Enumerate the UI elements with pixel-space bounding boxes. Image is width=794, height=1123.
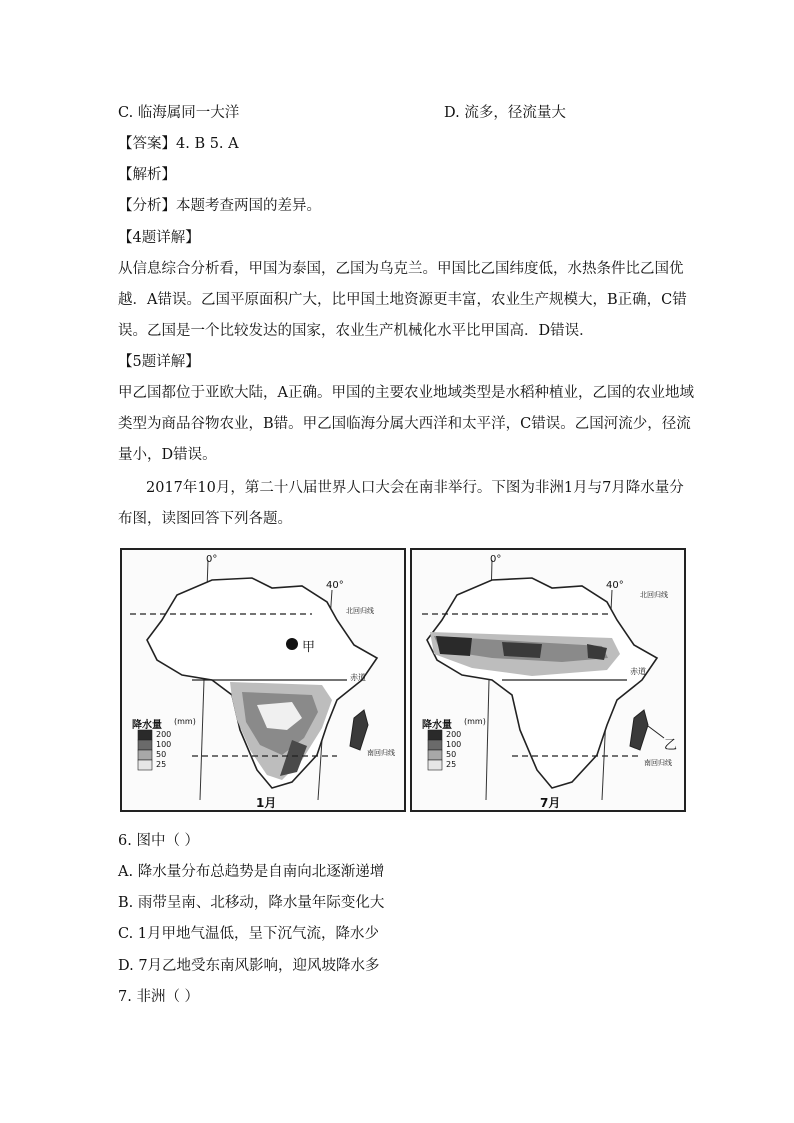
july-map-panel	[410, 548, 686, 812]
equator-label: 赤道	[630, 667, 646, 676]
q7-stem: 7. 非洲（ ）	[118, 989, 200, 1005]
lon-0-label: 0°	[206, 554, 218, 565]
jia-label: 甲	[302, 640, 316, 655]
legend-value: 200	[446, 730, 462, 739]
legend-title: 降水量	[132, 720, 162, 731]
q5-option-c: C. 临海属同一大洋	[118, 105, 240, 121]
madagascar	[350, 710, 368, 750]
q5-option-d: D. 流多，径流量大	[444, 105, 566, 121]
q6-stem: 6. 图中（ ）	[118, 833, 200, 849]
africa-precipitation-figure	[120, 548, 686, 812]
july-map	[412, 550, 684, 810]
intro-line: 布图，读图回答下列各题。	[118, 511, 292, 527]
q6-option-b: B. 雨带呈南、北移动，降水量年际变化大	[118, 895, 385, 911]
legend-swatch-100	[428, 740, 442, 750]
q5-detail-line: 量小，D错误。	[118, 447, 217, 463]
answer-line: 【答案】4. B 5. A	[118, 136, 239, 152]
legend-unit: (mm)	[464, 717, 486, 726]
q5-detail-heading: 【5题详解】	[118, 354, 200, 370]
q4-detail-line: 从信息综合分析看，甲国为泰国，乙国为乌克兰。甲国比乙国纬度低，水热条件比乙国优	[118, 261, 684, 277]
yi-label: 乙	[664, 738, 678, 753]
legend-value: 200	[156, 730, 172, 739]
legend-swatch-50	[428, 750, 442, 760]
legend-value: 100	[446, 740, 462, 749]
legend-swatch-25	[138, 760, 152, 770]
rain-zone-200	[436, 636, 472, 656]
q6-option-d: D. 7月乙地受东南风影响，迎风坡降水多	[118, 958, 380, 974]
tropic-cancer-label: 北回归线	[346, 607, 374, 615]
q5-detail-line: 类型为商品谷物农业，B错。甲乙国临海分属大西洋和太平洋，C错误。乙国河流少，径流	[118, 416, 691, 432]
tropic-capricorn-label: 南回归线	[644, 759, 672, 767]
tropic-capricorn-label: 南回归线	[367, 749, 395, 757]
legend-swatch-200	[428, 730, 442, 740]
legend-value: 50	[156, 750, 167, 759]
analysis-line: 【分析】本题考查两国的差异。	[118, 198, 321, 214]
analysis-heading: 【解析】	[118, 167, 176, 183]
lon-0-label: 0°	[490, 554, 502, 565]
q4-detail-line: 越．A错误。乙国平原面积广大，比甲国土地资源更丰富，农业生产规模大，B正确，C错	[118, 292, 687, 308]
legend-swatch-100	[138, 740, 152, 750]
legend-value: 50	[446, 750, 457, 759]
lon-40-label: 40°	[326, 580, 344, 591]
legend-value: 25	[156, 760, 167, 769]
q6-option-a: A. 降水量分布总趋势是自南向北逐渐递增	[118, 864, 385, 880]
rain-zone-200	[502, 642, 542, 658]
legend-swatch-25	[428, 760, 442, 770]
legend-swatch-200	[138, 730, 152, 740]
q4-detail-heading: 【4题详解】	[118, 230, 200, 246]
yi-pointer-line	[648, 726, 664, 738]
july-label: 7月	[540, 796, 561, 810]
jia-marker-icon	[286, 638, 298, 650]
q5-detail-line: 甲乙国都位于亚欧大陆，A正确。甲国的主要农业地域类型是水稻种植业，乙国的农业地域	[118, 385, 694, 401]
legend-swatch-50	[138, 750, 152, 760]
lon-40-label: 40°	[606, 580, 624, 591]
equator-label: 赤道	[350, 673, 366, 682]
intro-line: 2017年10月，第二十八届世界人口大会在南非举行。下图为非洲1月与7月降水量分	[146, 480, 684, 496]
legend-unit: (mm)	[174, 717, 196, 726]
legend-value: 25	[446, 760, 457, 769]
legend-title: 降水量	[422, 720, 452, 731]
madagascar	[630, 710, 648, 750]
q4-detail-line: 误。乙国是一个比较发达的国家，农业生产机械化水平比甲国高．D错误．	[118, 323, 594, 339]
tropic-cancer-label: 北回归线	[640, 591, 668, 599]
legend-value: 100	[156, 740, 172, 749]
january-map-panel	[120, 548, 406, 812]
january-label: 1月	[256, 796, 277, 810]
q6-option-c: C. 1月甲地气温低，呈下沉气流，降水少	[118, 926, 380, 942]
